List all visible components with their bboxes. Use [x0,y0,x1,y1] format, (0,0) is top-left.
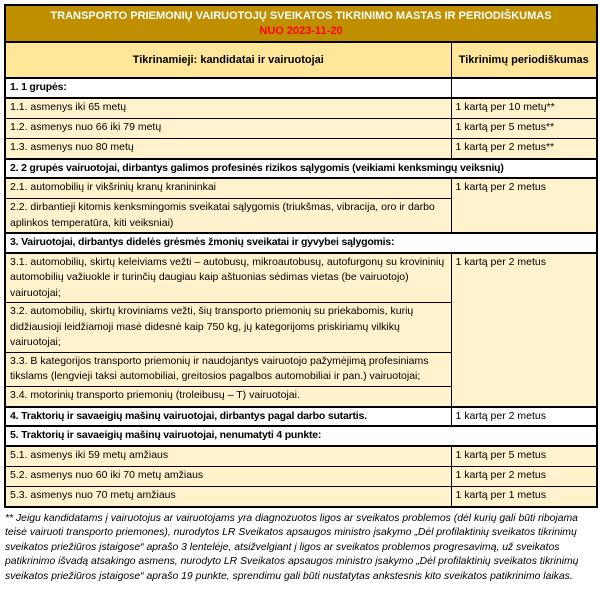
row-1-1-period: 1 kartą per 10 metų** [451,98,597,119]
row-5-2-label: 5.2. asmenys nuo 60 iki 70 metų amžiaus [5,466,451,486]
row-1-2-period: 1 kartą per 5 metus** [451,118,597,138]
section-4-heading: 4. Traktorių ir savaeigių mašinų vairuotojai, dirbantys pagal darbo sutartis. [5,407,451,427]
table-row [5,138,597,159]
row-1-3-label: 1.3. asmenys nuo 80 metų [5,138,451,159]
table-title-bar [5,5,597,42]
table-row [5,98,597,119]
section-5-heading: 5. Traktorių ir savaeigių mašinų vairuotojai, nenumatyti 4 punkte: [5,426,597,446]
section-4-period: 1 kartą per 2 metus [451,407,597,427]
section-4-row [5,407,597,427]
footnote: ** Jeigu kandidatams į vairuotojus ar vairuotojams yra diagnozuotos ligos ar sveikatos problemos (dėl kurių gali būti ribojama teisė vairuoti transporto priemones), nurodytos LR Sveikatos apsaugos ministro įsakymo „Dėl profilaktinių sveikatos tikrinimų sveikatos priežiūros įstaigose“ aprašo 3 lentelėje, atsižvelgiant į ligos ar sveikatos problemos progresavimą, už sveikatos patikrinimo išvadą atsakingo asmens, nurodyto LR Sveikatos apsaugos ministro įsakymo „Dėl profilaktinių sveikatos tikrinimų sveikatos priežiūros įstaigose“ aprašo 19 punkte, sprendimu gali būti nustatytas ankstesnis kito sveikatos patikrinimo laikas. [5,512,579,582]
section-3-heading-row [5,233,597,253]
section-2-heading: 2. 2 grupės vairuotojai, dirbantys galimos profesinės rizikos sąlygomis (veikiami kenksmingų veiksnių) [5,159,597,179]
health-check-table [4,4,598,508]
row-3-3-label: 3.3. B kategorijos transporto priemonių ir naudojantys vairuotojo pažymėjimą profesiniams tikslams (lengvieji taksi automobiliai, greitosios pagalbos automobiliai ir pan.) vairuotojai; [5,352,451,386]
effective-date: NUO 2023-11-20 [259,25,343,37]
section-1-period-empty [451,78,597,98]
section-1-heading-row [5,78,597,98]
row-3-2-label: 3.2. automobilių, skirtų kroviniams vežti, šių transporto priemonių su priekabomis, kurių didžiausioji leidžiamoji masė didesnė kaip 750 kg, jų kategorijoms priskiriamų vilkikų vairuotojai; [5,303,451,353]
row-1-1-label: 1.1. asmenys iki 65 metų [5,98,451,119]
row-1-3-period: 1 kartą per 2 metus** [451,138,597,159]
row-5-1-label: 5.1. asmenys iki 59 metų amžiaus [5,446,451,467]
row-2-2-label: 2.2. dirbantieji kitomis kenksmingomis sveikatai sąlygomis (triukšmas, vibracija, oro ir darbo aplinkos temperatūra, kiti veiksniai) [5,199,451,234]
table-row [5,486,597,507]
column-header-periodicity: Tikrinimų periodiškumas [451,42,597,78]
table-row [5,253,597,303]
row-5-2-period: 1 kartą per 2 metus [451,466,597,486]
table-row [5,118,597,138]
table-row [5,178,597,199]
table-title: TRANSPORTO PRIEMONIŲ VAIRUOTOJŲ SVEIKATOS TIKRINIMO MASTAS IR PERIODIŠKUMAS [50,10,552,22]
title-row [5,5,597,42]
row-5-1-period: 1 kartą per 5 metus [451,446,597,467]
row-2-1-label: 2.1. automobilių ir vikšrinių kranų kranininkai [5,178,451,199]
column-header-subjects: Tikrinamieji: kandidatai ir vairuotojai [5,42,451,78]
row-5-3-label: 5.3. asmenys nuo 70 metų amžiaus [5,486,451,507]
row-3-4-label: 3.4. motorinių transporto priemonių (troleibusų – T) vairuotojai. [5,386,451,407]
row-1-2-label: 1.2. asmenys nuo 66 iki 79 metų [5,118,451,138]
table-row [5,446,597,467]
section-2-period: 1 kartą per 2 metus [451,178,597,233]
section-5-heading-row [5,426,597,446]
section-1-heading: 1. 1 grupės: [5,78,451,98]
section-3-heading: 3. Vairuotojai, dirbantys didelės grėsmės žmonių sveikatai ir gyvybei sąlygomis: [5,233,597,253]
column-header-row [5,42,597,78]
row-5-3-period: 1 kartą per 1 metus [451,486,597,507]
row-3-1-label: 3.1. automobilių, skirtų keleiviams vežti – autobusų, mikroautobusų, autofurgonų su krovininių automobilių važiuokle ir turinčių daugiau kaip aštuonias sėdimas vietas (be vairuotojo) vairuotojai; [5,253,451,303]
table-row [5,466,597,486]
section-2-heading-row [5,159,597,179]
section-3-period: 1 kartą per 2 metus [451,253,597,407]
